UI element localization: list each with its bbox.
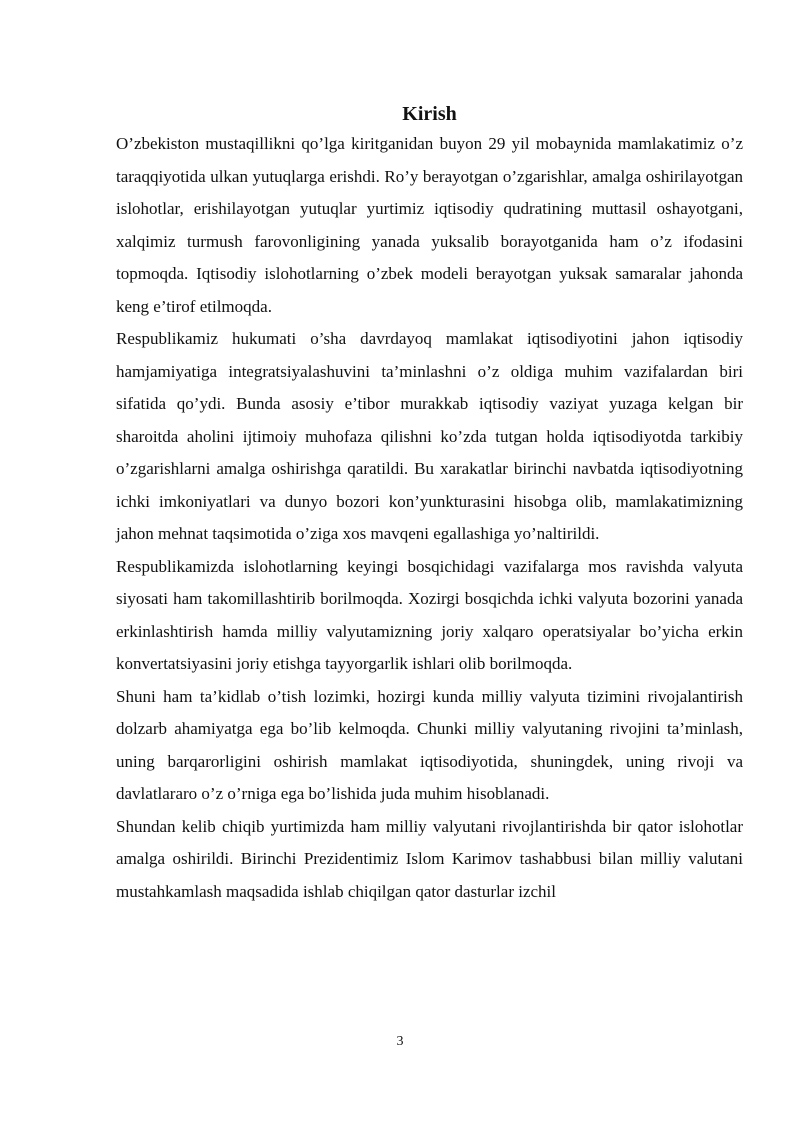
- paragraph-3: Respublikamizda islohotlarning keyingi bosqichidagi vazifalarga mos ravishda valyuta siyosati ham takomillashtirib borilmoqda. Xozirgi bosqichda ichki valyuta bozorini yanada erkinlashtirish hamda milliy valyutamizning joriy xalqaro operatsiyalar bo’yicha erkin konvertatsiyasini joriy etishga tayyorgarlik ishlari olib borilmoqda.: [116, 556, 743, 673]
- paragraph-2: Respublikamiz hukumati o’sha davrdayoq mamlakat iqtisodiyotini jahon iqtisodiy hamjamiyatiga integratsiyalashuvini ta’minlashni o’z oldiga muhim vazifalardan biri sifatida qo’ydi. Bunda asosiy e’tibor murakkab iqtisodiy vaziyat yuzaga kelgan bir sharoitda aholini ijtimoiy muhofaza qilishni ko’zda tutgan holda iqtisodiyotda tarkibiy o’zgarishlarni amalga oshirishga qaratildi. Bu xarakatlar birinchi navbatda iqtisodiyotning ichki imkoniyatlari va dunyo bozori kon’yunkturasini hisobga olib, mamlakatimizning jahon mehnat taqsimotida o’ziga xos mavqeni egallashiga yo’naltirildi.: [116, 329, 743, 543]
- page-number: 3: [396, 1034, 404, 1049]
- section-title: Kirish: [402, 103, 457, 125]
- paragraph-4: Shuni ham ta’kidlab o’tish lozimki, hozirgi kunda milliy valyuta tizimini rivojalantirish dolzarb ahamiyatga ega bo’lib kelmoqda. Chunki milliy valyutaning rivojini ta’minlash, uning barqarorligini oshirish mamlakat iqtisodiyotida, shuningdek, uning rivoji va davlatlararo o’z o’rniga ega bo’lishida juda muhim hisoblanadi.: [116, 686, 743, 803]
- document-page: [116, 100, 743, 908]
- paragraph-5: Shundan kelib chiqib yurtimizda ham milliy valyutani rivojlantirishda bir qator islohotlar amalga oshirildi. Birinchi Prezidentimiz Islom Karimov tashabbusi bilan milliy valutani mustahkamlash maqsadida ishlab chiqilgan qator dasturlar izchil: [116, 816, 743, 901]
- paragraph-1: O’zbekiston mustaqillikni qo’lga kiritganidan buyon 29 yil mobaynida mamlakatimiz o’z taraqqiyotida ulkan yutuqlarga erishdi. Ro’y berayotgan o’zgarishlar, amalga oshirilayotgan islohotlar, erishilayotgan yutuqlar yurtimiz iqtisodiy qudratining muttasil oshayotgani, xalqimiz turmush farovonligining yanada yuksalib borayotganida ham o’z ifodasini topmoqda. Iqtisodiy islohotlarning o’zbek modeli berayotgan yuksak samaralar jahonda keng e’tirof etilmoqda.: [116, 134, 743, 316]
